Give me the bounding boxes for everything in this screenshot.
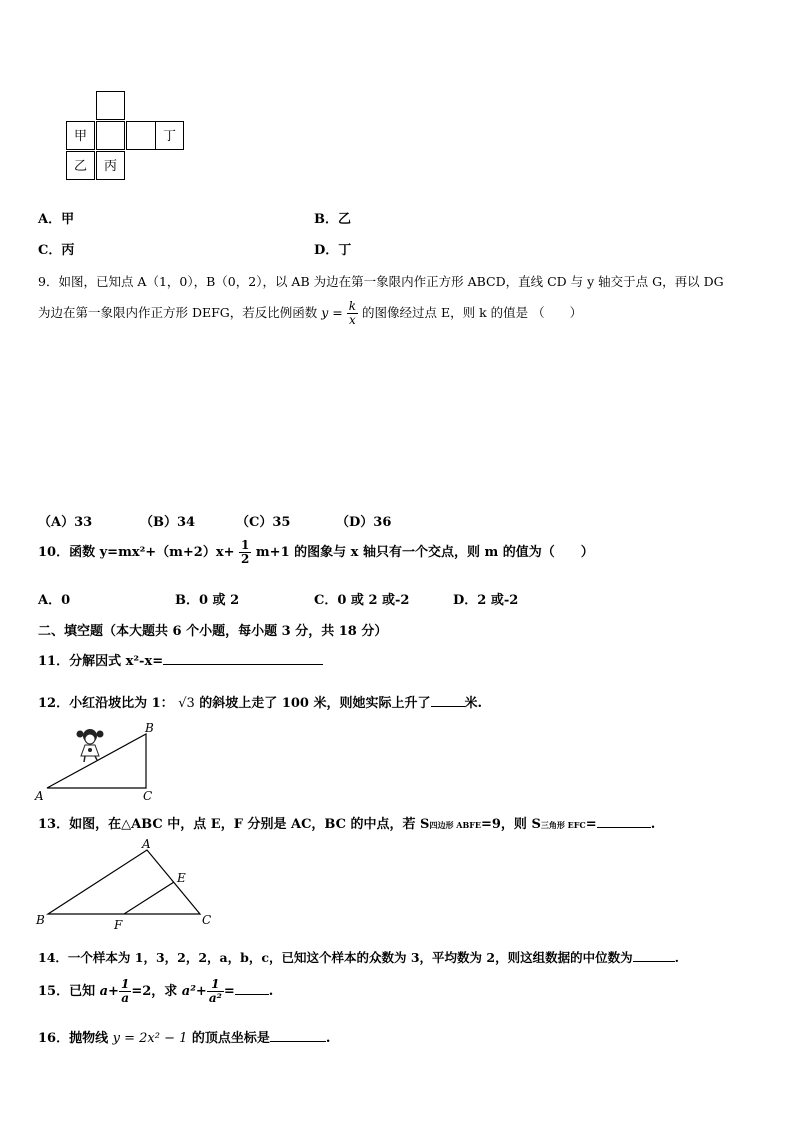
q10-option-d: D．2 或-2 xyxy=(453,593,519,608)
q13-label-b: B xyxy=(36,913,45,927)
q9-func-num: k xyxy=(348,299,357,313)
q14-answer-blank[interactable] xyxy=(633,949,675,962)
q15-post: = xyxy=(223,984,235,999)
q15-answer-blank[interactable] xyxy=(235,982,269,995)
q13-label-c: C xyxy=(202,913,212,927)
q16-end: . xyxy=(325,1031,331,1046)
q14-text: 14．一个样本为 1，3，2，2，a，b，c，已知这个样本的众数为 3，平均数为 2，则这组数据的中位数为 xyxy=(38,950,633,965)
q8-option-a: A．甲 xyxy=(38,212,75,227)
q12-slope-figure xyxy=(34,720,164,804)
net-cell-bing: 丙 xyxy=(96,151,125,180)
q12-answer-blank[interactable] xyxy=(431,694,465,707)
q12-end: 米. xyxy=(464,696,483,711)
net-cell-blank xyxy=(126,121,155,150)
q9-option-c: （C）35 xyxy=(236,515,291,530)
q15-a2: a²+ xyxy=(181,984,207,999)
q13-label-f: F xyxy=(114,918,123,932)
q13-mid: =9，则 S xyxy=(480,817,541,832)
q15-end: . xyxy=(268,984,274,999)
q8-option-d: D．丁 xyxy=(314,243,352,258)
q15-f1-num: 1 xyxy=(120,977,130,991)
q12-label-b: B xyxy=(145,721,154,735)
q16-post: 的顶点坐标是 xyxy=(191,1031,270,1046)
net-cell-middle xyxy=(96,121,125,150)
q11-answer-blank[interactable] xyxy=(163,652,323,665)
q12-stem xyxy=(38,692,482,711)
q13-answer-blank[interactable] xyxy=(597,815,651,828)
q13-pre: 13．如图，在△ABC 中，点 E，F 分别是 AC，BC 的中点，若 S xyxy=(38,817,430,832)
q16-stem xyxy=(38,1027,330,1046)
net-cell-jia: 甲 xyxy=(66,121,95,150)
q13-end: . xyxy=(650,817,656,832)
q15-f2-num: 1 xyxy=(207,978,224,992)
q10-post: m+1 的图象与 x 轴只有一个交点，则 m 的值为（ ） xyxy=(255,545,594,560)
q15-f2-den: a² xyxy=(208,991,222,1005)
q12-sqrt: √3 xyxy=(178,696,195,711)
q10-option-b: B．0 或 2 xyxy=(175,593,240,608)
q9-option-b: （B）34 xyxy=(140,515,196,530)
q8-option-b: B．乙 xyxy=(314,212,351,227)
q15-stem xyxy=(38,978,273,1005)
q9-func-den: x xyxy=(349,313,356,327)
q13-triangle-figure xyxy=(34,836,220,932)
net-cell-yi: 乙 xyxy=(66,151,95,180)
q9-line2-pre: 为边在第一象限内作正方形 DEFG，若反比例函数 xyxy=(38,305,318,320)
q13-label-e: E xyxy=(177,871,186,885)
q16-expr: y = 2x² − 1 xyxy=(112,1031,188,1046)
q8-option-c: C．丙 xyxy=(38,243,75,258)
q9-option-d: （D）36 xyxy=(336,515,392,530)
q13-sub-quad: 四边形 ABFE xyxy=(429,820,481,830)
net-cell-ding: 丁 xyxy=(155,121,184,150)
section2-title: 二、填空题（本大题共 6 个小题，每小题 3 分，共 18 分） xyxy=(38,624,388,639)
q9-func-y: y = xyxy=(321,305,343,320)
q9-line2-post: 的图像经过点 E，则 k 的值是 （ ） xyxy=(362,305,583,320)
q15-mid: =2，求 xyxy=(131,984,178,999)
q10-option-a: A．0 xyxy=(38,593,71,608)
q13-sub-tri: 三角形 EFC xyxy=(540,820,586,830)
q15-fraction-2 xyxy=(207,978,224,1005)
q15-a1: a+ xyxy=(99,984,119,999)
q10-frac-num: 1 xyxy=(241,538,250,552)
q14-end: . xyxy=(674,950,679,965)
q13-label-a: A xyxy=(142,837,151,851)
q16-answer-blank[interactable] xyxy=(270,1029,326,1042)
q15-pre: 15．已知 xyxy=(38,984,96,999)
q9-line2 xyxy=(38,300,582,327)
q9-option-a: （A）33 xyxy=(38,515,93,530)
q10-fraction xyxy=(239,539,251,566)
q13-post: = xyxy=(585,817,597,832)
q10-stem xyxy=(38,539,594,566)
slope-triangle xyxy=(47,734,146,788)
q12-label-c: C xyxy=(143,789,153,803)
q11-stem xyxy=(38,650,323,669)
q10-pre: 10．函数 y=mx²+（m+2）x+ xyxy=(38,545,235,560)
q12-pre: 12．小红沿坡比为 1： xyxy=(38,696,174,711)
q12-label-a: A xyxy=(35,789,44,803)
q11-text: 11．分解因式 x²-x= xyxy=(38,654,164,669)
q12-post: 的斜坡上走了 100 米，则她实际上升了 xyxy=(199,696,431,711)
q16-pre: 16．抛物线 xyxy=(38,1031,109,1046)
q15-fraction-1 xyxy=(119,978,131,1005)
q14-stem xyxy=(38,948,679,966)
q10-frac-den: 2 xyxy=(241,552,250,566)
q15-f1-den: a xyxy=(121,991,130,1005)
segment-ef xyxy=(124,882,174,914)
q10-option-c: C．0 或 2 或-2 xyxy=(314,593,410,608)
q9-func-fraction xyxy=(347,300,358,327)
girl-icon xyxy=(77,729,104,762)
net-cell-top xyxy=(96,91,125,120)
cube-net-figure xyxy=(66,91,188,183)
q9-line1: 9．如图，已知点 A（1，0），B（0，2），以 AB 为边在第一象限内作正方形 ABCD，直线 CD 与 y 轴交于点 G，再以 DG xyxy=(38,274,724,289)
q13-stem xyxy=(38,813,655,832)
